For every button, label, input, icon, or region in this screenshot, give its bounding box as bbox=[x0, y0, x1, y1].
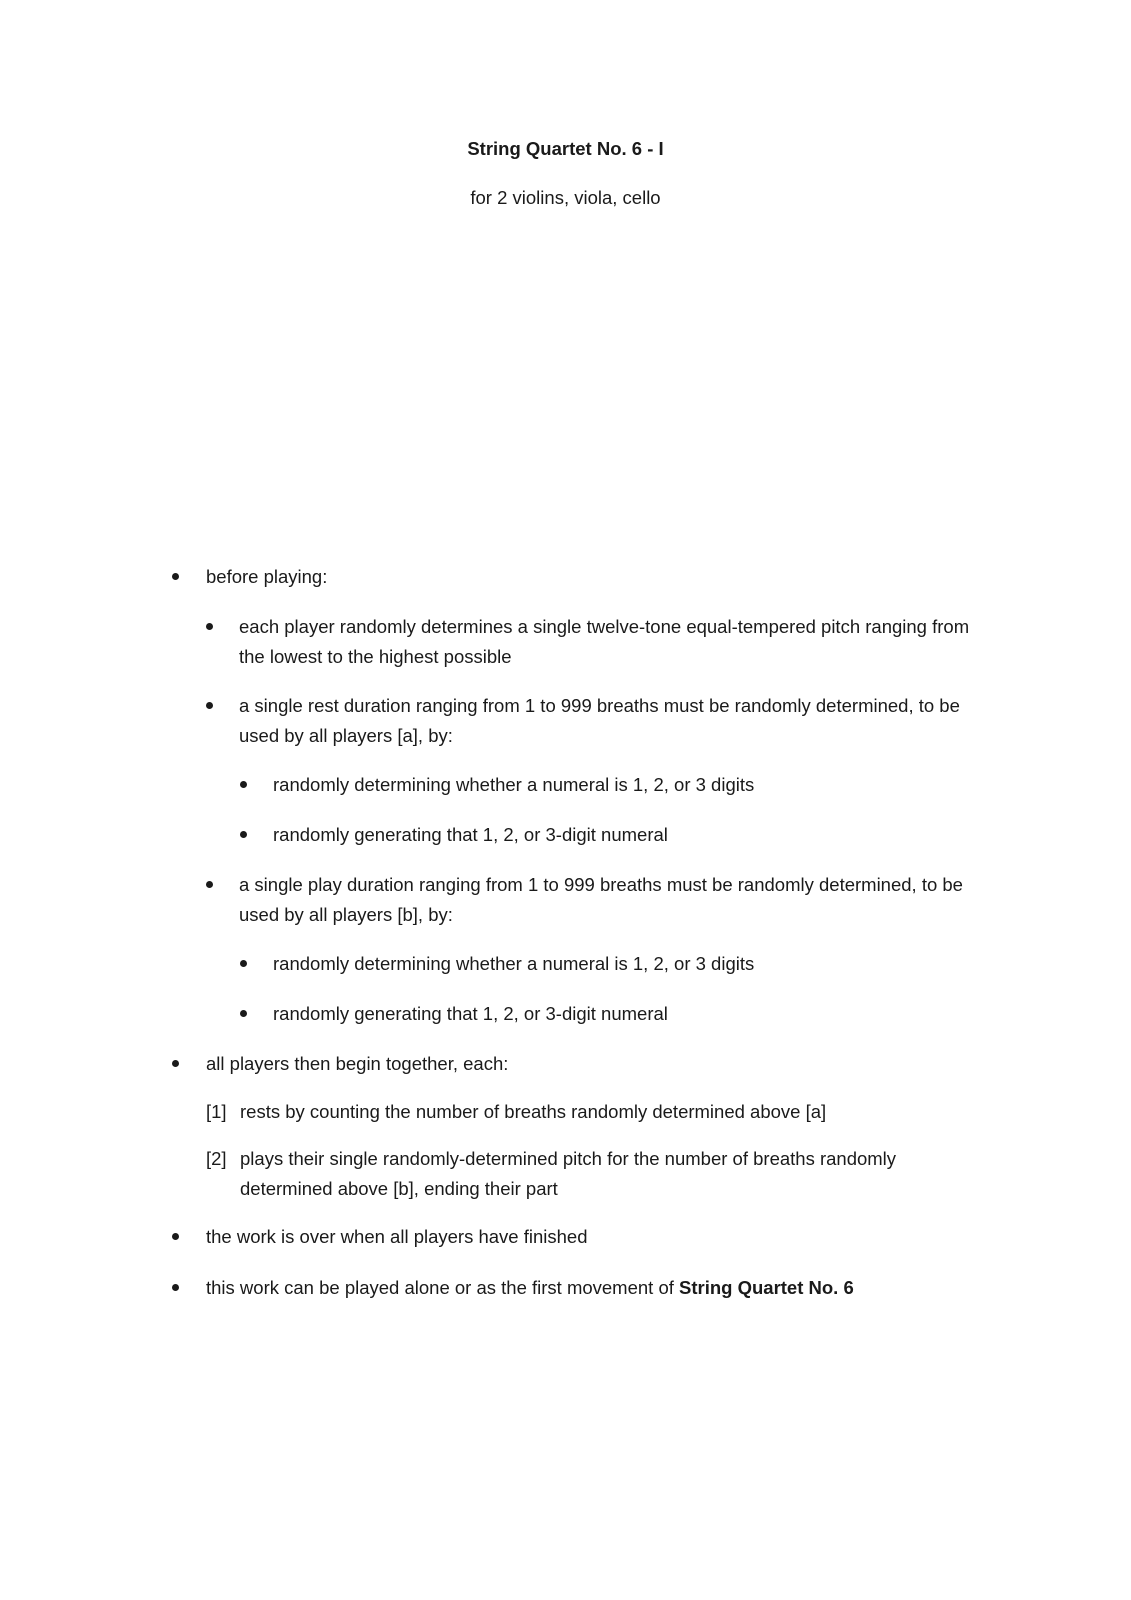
list-item-text: randomly determining whether a numeral is 1, 2, or 3 digits bbox=[273, 953, 755, 974]
list-item-text: randomly determining whether a numeral is 1, 2, or 3 digits bbox=[273, 774, 755, 795]
list-item-text: the work is over when all players have finished bbox=[206, 1226, 588, 1247]
step-marker: [2] bbox=[206, 1148, 227, 1169]
bullet-icon bbox=[172, 573, 179, 580]
step-marker: [1] bbox=[206, 1101, 227, 1122]
bullet-icon bbox=[206, 881, 213, 888]
bullet-icon bbox=[240, 781, 247, 788]
movement-note-text: this work can be played alone or as the first movement of bbox=[206, 1277, 680, 1298]
bullet-icon bbox=[240, 831, 247, 838]
bullet-icon bbox=[240, 1010, 247, 1017]
bullet-icon bbox=[240, 960, 247, 967]
instrumentation-subtitle: for 2 violins, viola, cello bbox=[470, 187, 661, 208]
list-item-text: a single play duration ranging from 1 to 999 breaths must be randomly determined, to be used by all players [b], by: bbox=[239, 874, 963, 925]
page-title: String Quartet No. 6 - I bbox=[467, 138, 664, 159]
list-item-text: a single rest duration ranging from 1 to 999 breaths must be randomly determined, to be used by all players [a], by: bbox=[239, 695, 960, 746]
bullet-icon bbox=[172, 1233, 179, 1240]
work-title-reference: String Quartet No. 6 bbox=[679, 1277, 854, 1298]
bullet-icon bbox=[172, 1284, 179, 1291]
list-item-text: before playing: bbox=[206, 566, 328, 587]
list-item-text: randomly generating that 1, 2, or 3-digit numeral bbox=[273, 824, 668, 845]
bullet-icon bbox=[206, 623, 213, 630]
bullet-icon bbox=[206, 702, 213, 709]
list-item-text: each player randomly determines a single twelve-tone equal-tempered pitch ranging from the lowest to the highest possible bbox=[239, 616, 970, 667]
list-item-text: plays their single randomly-determined pitch for the number of breaths randomly determined above [b], ending their part bbox=[240, 1148, 897, 1199]
list-item-text: all players then begin together, each: bbox=[206, 1053, 509, 1074]
list-item-text: randomly generating that 1, 2, or 3-digit numeral bbox=[273, 1003, 668, 1024]
list-item-text bbox=[206, 1273, 1006, 1303]
bullet-icon bbox=[172, 1060, 179, 1067]
list-item-text: rests by counting the number of breaths randomly determined above [a] bbox=[240, 1101, 827, 1122]
